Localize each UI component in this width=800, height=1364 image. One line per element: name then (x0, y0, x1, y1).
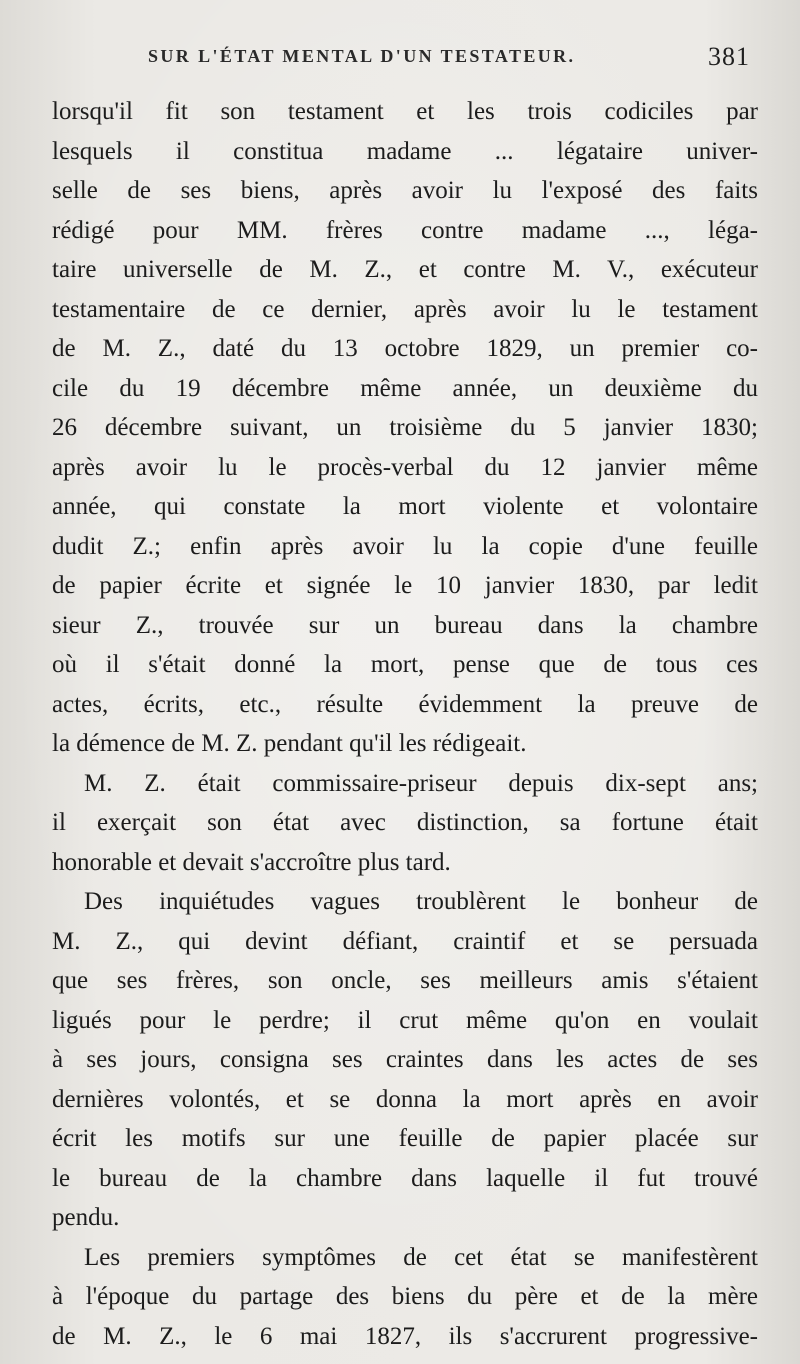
text-line: M. Z., qui devint défiant, craintif et se persuada (52, 927, 758, 955)
body-text (52, 92, 758, 1356)
text-line: sieur Z., trouvée sur un bureau dans la chambre (52, 611, 758, 639)
text-line: taire universelle de M. Z., et contre M. V., exécuteur (52, 256, 758, 283)
text-line: lorsqu'il fit son testament et les trois codiciles par (52, 98, 758, 125)
text-line: 26 décembre suivant, un troisième du 5 janvier 1830; (52, 414, 758, 441)
text-line: à l'époque du partage des biens du père et de la mère (52, 1283, 758, 1310)
paragraph-4 (52, 1238, 758, 1357)
text-line: Les premiers symptômes de cet état se manifestèrent (84, 1243, 758, 1271)
text-line: année, qui constate la mort violente et volontaire (52, 493, 758, 520)
text-line: dernières volontés, et se donna la mort après en avoir (52, 1085, 758, 1113)
text-line: testamentaire de ce dernier, après avoir lu le testament (52, 295, 758, 323)
text-line: il exerçait son état avec distinction, sa fortune était (52, 809, 758, 836)
text-line: honorable et devait s'accroître plus tard. (52, 848, 451, 876)
text-line: actes, écrits, etc., résulte évidemment la preuve de (52, 690, 758, 718)
paragraph-3 (52, 882, 758, 1238)
text-line: à ses jours, consigna ses craintes dans les actes de ses (52, 1046, 758, 1073)
text-line: de M. Z., le 6 mai 1827, ils s'accrurent progressive- (52, 1322, 758, 1350)
text-line: Des inquiétudes vagues troublèrent le bonheur de (84, 888, 758, 915)
text-line: rédigé pour MM. frères contre madame ..., léga- (52, 216, 758, 244)
text-line: après avoir lu le procès-verbal du 12 janvier même (52, 453, 758, 481)
text-line: selle de ses biens, après avoir lu l'exposé des faits (52, 177, 758, 204)
text-line: où il s'était donné la mort, pense que de tous ces (52, 651, 758, 678)
running-title: SUR L'ÉTAT MENTAL D'UN TESTATEUR. (148, 46, 576, 66)
page-number: 381 (708, 42, 750, 71)
text-line: cile du 19 décembre même année, un deuxième du (52, 374, 758, 402)
text-line: le bureau de la chambre dans laquelle il fut trouvé (52, 1164, 758, 1192)
paragraph-2 (52, 764, 758, 883)
text-line: écrit les motifs sur une feuille de papier placée sur (52, 1125, 758, 1152)
text-line: lesquels il constitua madame ... légataire univer- (52, 137, 758, 165)
paragraph-1 (52, 92, 758, 764)
text-line: la démence de M. Z. pendant qu'il les rédigeait. (52, 730, 527, 757)
text-line: de M. Z., daté du 13 octobre 1829, un premier co- (52, 335, 758, 362)
text-line: pendu. (52, 1204, 120, 1231)
text-line: ligués pour le perdre; il crut même qu'on en voulait (52, 1006, 758, 1034)
page-header (140, 42, 758, 82)
text-line: de papier écrite et signée le 10 janvier 1830, par ledit (52, 572, 758, 599)
text-line: dudit Z.; enfin après avoir lu la copie d'une feuille (52, 532, 758, 560)
text-line: M. Z. était commissaire-priseur depuis dix-sept ans; (84, 769, 758, 797)
text-line: que ses frères, son oncle, ses meilleurs amis s'étaient (52, 967, 758, 994)
